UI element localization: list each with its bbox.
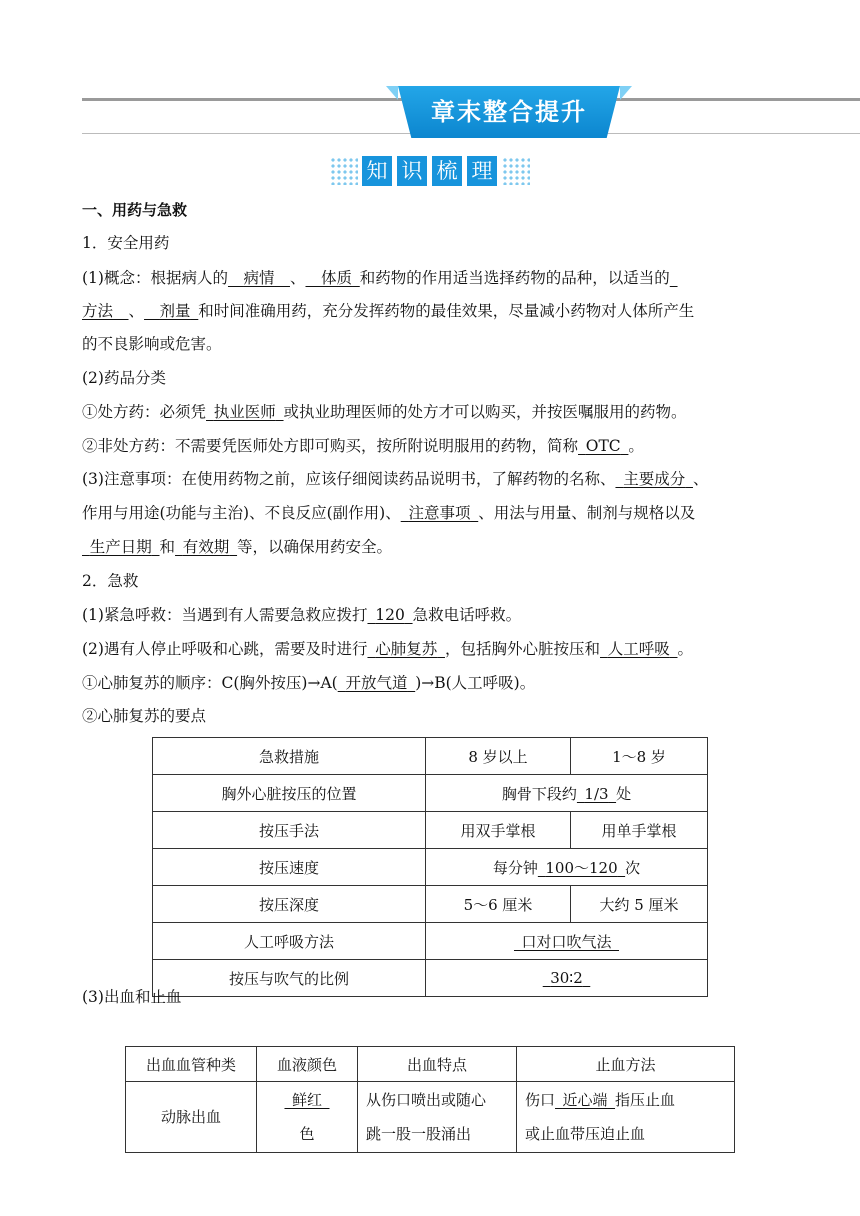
section-heading: 一、用药与急救 — [82, 201, 188, 219]
table-row — [126, 1082, 735, 1153]
table-cell: 大约 5 厘米 — [571, 886, 708, 923]
answer-blank: 主要成分 — [623, 470, 686, 488]
table-row — [153, 923, 708, 960]
subsection-title: (3)出血和止血 — [82, 988, 182, 1006]
answer-blank: 生产日期 — [89, 538, 152, 556]
table-header: 出血特点 — [358, 1047, 517, 1082]
table-header: 急救措施 — [153, 738, 426, 775]
paragraph-notes: (3)注意事项：在使用药物之前，应该仔细阅读药品说明书，了解药物的名称、 主要成分 、 — [82, 470, 709, 488]
subtitle-char: 梳 — [432, 156, 462, 186]
table-cell: 用单手掌根 — [571, 812, 708, 849]
table-cell: 用双手掌根 — [426, 812, 571, 849]
table-header: 1～8 岁 — [571, 738, 708, 775]
answer-blank: 方法 — [82, 302, 114, 320]
answer-blank: 注意事项 — [408, 504, 471, 522]
section-subtitle — [330, 154, 530, 188]
answer-blank: OTC — [585, 437, 621, 455]
answer-blank: 心肺复苏 — [375, 640, 438, 658]
subtitle-char: 识 — [397, 156, 427, 186]
answer-blank: 剂量 — [159, 302, 191, 320]
subtitle-char: 知 — [362, 156, 392, 186]
paragraph-title: (2)药品分类 — [82, 369, 166, 387]
answer-blank: 开放气道 — [345, 674, 408, 692]
table-cell: 胸骨下段约 1/3 处 — [426, 775, 708, 812]
paragraph-otc: ②非处方药：不需要凭医师处方即可购买，按所附说明服用的药物，简称 OTC 。 — [82, 437, 644, 455]
cpr-table — [152, 737, 708, 997]
bleeding-table — [125, 1046, 735, 1153]
answer-blank: 执业医师 — [213, 403, 276, 421]
banner-corner — [620, 86, 632, 100]
paragraph-concept: (1)概念：根据病人的 病情 、 体质 和药物的作用适当选择药物的品种，以适当的 — [82, 269, 670, 287]
table-row — [126, 1047, 735, 1082]
table-cell — [426, 923, 708, 960]
subtitle-char: 理 — [467, 156, 497, 186]
table-header: 出血血管种类 — [126, 1047, 257, 1082]
answer-blank: 1/3 — [584, 784, 609, 803]
table-cell: 5～6 厘米 — [426, 886, 571, 923]
paragraph-cpr-points: ②心肺复苏的要点 — [82, 707, 207, 725]
table-header: 血液颜色 — [257, 1047, 358, 1082]
subsection-title: 2．急救 — [82, 572, 139, 590]
chapter-banner — [0, 82, 860, 142]
table-cell: 动脉出血 — [126, 1082, 257, 1153]
table-row — [153, 775, 708, 812]
table-row — [153, 738, 708, 775]
table-cell: 伤口 近心端 指压止血 或止血带压迫止血 — [517, 1082, 735, 1153]
table-row — [153, 960, 708, 997]
table-cell: 每分钟 100～120 次 — [426, 849, 708, 886]
table-row — [153, 812, 708, 849]
paragraph-notes-3: 生产日期 和 有效期 等，以确保用药安全。 — [82, 537, 392, 557]
banner-corner — [386, 86, 398, 100]
table-cell: 人工呼吸方法 — [153, 923, 426, 960]
paragraph-call: (1)紧急呼救：当遇到有人需要急救应拨打 120 急救电话呼救。 — [82, 606, 522, 624]
table-cell: 按压手法 — [153, 812, 426, 849]
subsection-title: 1．安全用药 — [82, 234, 170, 252]
answer-blank: 30∶2 — [550, 969, 583, 987]
paragraph-rx: ①处方药：必须凭 执业医师 或执业助理医师的处方才可以购买，并按医嘱服用的药物。 — [82, 403, 687, 421]
answer-blank: 120 — [375, 606, 405, 624]
paragraph-cpr-order: ①心肺复苏的顺序：C(胸外按压)→A( 开放气道 )→B(人工呼吸)。 — [82, 674, 536, 692]
answer-blank: 口对口吹气法 — [521, 932, 612, 951]
answer-blank: 100～120 — [545, 858, 618, 877]
table-cell: 胸外心脏按压的位置 — [153, 775, 426, 812]
paragraph-concept-3: 的不良影响或危害。 — [82, 335, 222, 353]
table-header: 止血方法 — [517, 1047, 735, 1082]
table-cell: 按压速度 — [153, 849, 426, 886]
paragraph-concept-2: 方法 、 剂量 和时间准确用药，充分发挥药物的最佳效果，尽量减小药物对人体所产生 — [82, 302, 695, 320]
table-cell: 按压深度 — [153, 886, 426, 923]
answer-blank: 人工呼吸 — [607, 640, 670, 658]
answer-blank: 有效期 — [182, 538, 230, 556]
answer-blank: 体质 — [321, 269, 353, 287]
table-cell — [426, 960, 708, 997]
answer-blank: 近心端 — [562, 1091, 608, 1109]
paragraph-cpr: (2)遇有人停止呼吸和心跳，需要及时进行 心肺复苏 ，包括胸外心脏按压和 人工呼吸 。 — [82, 640, 694, 658]
paragraph-notes-2: 作用与用途(功能与主治)、不良反应(副作用)、 注意事项 、用法与用量、制剂与规格以及 — [82, 504, 696, 522]
chapter-title: 章末整合提升 — [431, 98, 587, 126]
dot-pattern-icon — [330, 157, 358, 185]
table-header: 8 岁以上 — [426, 738, 571, 775]
table-row — [153, 886, 708, 923]
table-row — [153, 849, 708, 886]
table-cell: 从伤口喷出或随心 跳一股一股涌出 — [358, 1082, 517, 1153]
answer-blank: 鲜红 — [291, 1091, 322, 1109]
table-cell: 按压与吹气的比例 — [153, 960, 426, 997]
answer-blank: 病情 — [243, 269, 275, 287]
dot-pattern-icon — [502, 157, 530, 185]
table-cell: 鲜红 色 — [257, 1082, 358, 1153]
